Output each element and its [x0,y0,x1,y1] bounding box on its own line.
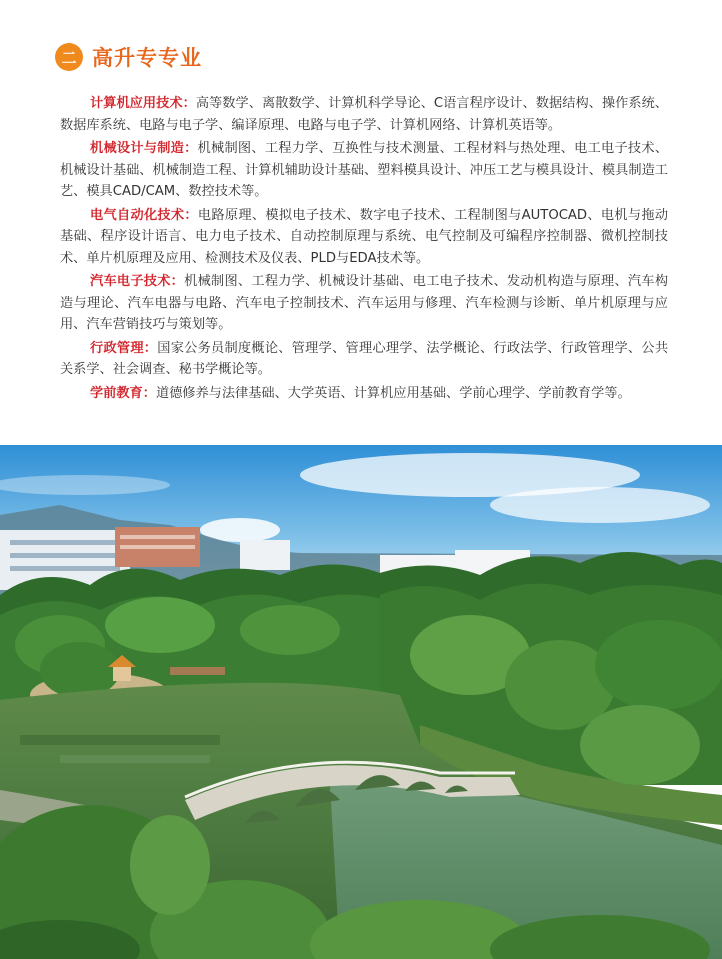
major-name: 汽车电子技术： [90,274,185,289]
major-item [60,205,668,270]
major-name: 电气自动化技术： [90,207,198,223]
building [240,540,290,570]
major-courses: 高等数学、离散数学、计算机科学导论、C语言程序设计、数据结构、操作系统、数据库系统、电路与电子学、编译原理、电路与电子学、计算机网络、计算机英语等。 [60,96,668,133]
major-item [60,383,668,405]
major-courses: 机械制图、工程力学、机械设计基础、电工电子技术、发动机构造与原理、汽车构造与理论、汽车电器与电路、汽车电子控制技术、汽车运用与修理、汽车检测与诊断、单片机原理与应用、汽车营销技巧与策划等。 [60,274,669,332]
major-courses: 国家公务员制度概论、管理学、管理心理学、法学概论、行政法学、行政管理学、公共关系学、社会调查、秘书学概论等。 [60,340,669,377]
major-name: 学前教育： [90,385,156,401]
major-name: 机械设计与制造： [90,141,198,156]
major-courses: 道德修养与法律基础、大学英语、计算机应用基础、学前心理学、学前教育学等。 [155,385,631,401]
major-name: 计算机应用技术： [90,96,196,111]
major-name: 行政管理： [90,340,158,356]
major-courses: 电路原理、模拟电子技术、数字电子技术、工程制图与AUTOCAD、电机与拖动基础、程序设计语言、电力电子技术、自动控制原理与系统、电气控制及可编程序控制器、微机控制技术、单片机原理及应用、检测技术及仪表、PLD与EDA技术等。 [60,207,669,266]
campus-photo [0,445,722,959]
major-item [60,138,668,203]
major-courses: 机械制图、工程力学、互换性与技术测量、工程材料与热处理、电工电子技术、机械设计基础、机械制造工程、计算机辅助设计基础、塑料模具设计、冲压工艺与模具设计、模具制造工艺、模具CAD/CAM、数控技术等。 [60,141,669,199]
major-item [60,338,668,381]
major-item [60,271,668,336]
section-heading [55,42,202,72]
section-number-badge: 二 [55,43,83,71]
majors-list [60,93,668,406]
wooden-bridge [170,667,225,675]
text-section [0,0,722,445]
section-title: 高升专专业 [92,46,202,70]
major-item [60,93,668,136]
cloud [490,487,710,523]
